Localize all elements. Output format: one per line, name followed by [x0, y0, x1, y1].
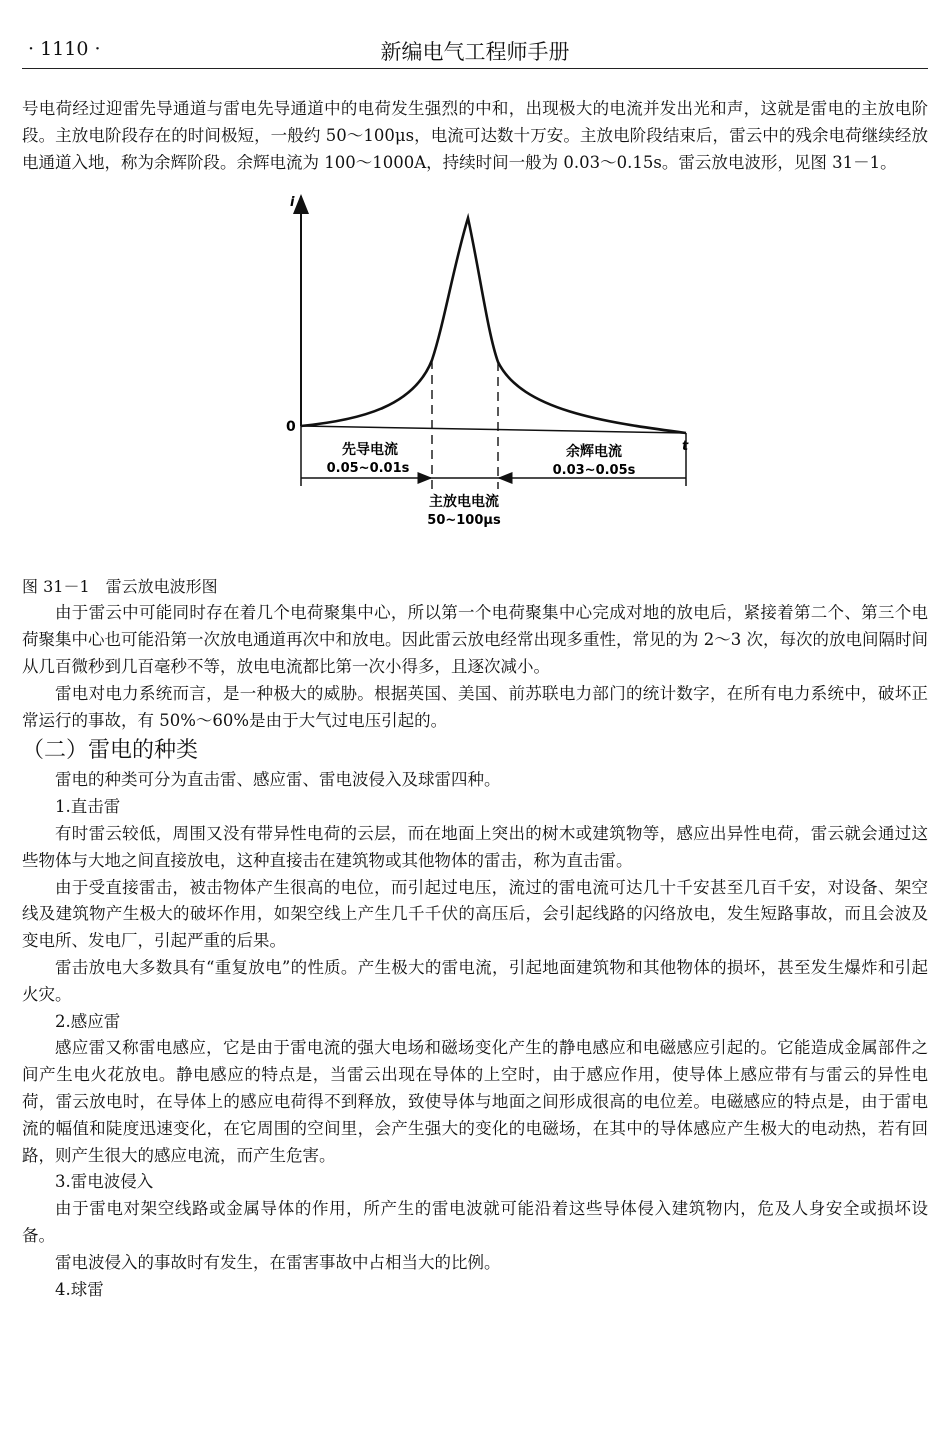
paragraph: 雷电波侵入的事故时有发生，在雷害事故中占相当大的比例。: [55, 1252, 501, 1272]
left-phase-name: 先导电流: [342, 442, 398, 459]
page-body: [22, 96, 928, 1303]
waveform-diagram: [22, 184, 928, 574]
paragraph: 号电荷经过迎雷先导通道与雷电先导通道中的电荷发生强烈的中和，出现极大的电流并发出光和声，这就是雷电的主放电阶段。主放电阶段存在的时间极短，一般约 50～100μs，电流可达数十万安。主放电阶段结束后，雷云中的残余电荷继续经放电通道入地，称为余辉阶段。余辉电流为 100～1000A，持续时间一般为 0.03～0.15s。雷云放电波形，见图 31－1。: [22, 99, 928, 172]
right-phase-name: 余辉电流: [566, 444, 622, 461]
subsection-title: 3.雷电波侵入: [55, 1172, 154, 1192]
middle-phase-name: 主放电电流: [429, 494, 499, 511]
paragraph: 由于雷电对架空线路或金属导体的作用，所产生的雷电波就可能沿着这些导体侵入建筑物内，危及人身安全或损坏设备。: [22, 1199, 928, 1245]
section-intro: 雷电的种类可分为直击雷、感应雷、雷电波侵入及球雷四种。: [55, 770, 501, 790]
paragraph: 雷电对电力系统而言，是一种极大的威胁。根据英国、美国、前苏联电力部门的统计数字，在所有电力系统中，破坏正常运行的事故，有 50%～60%是由于大气过电压引起的。: [22, 683, 928, 730]
x-axis-label: t: [682, 439, 689, 455]
y-axis-label: i: [290, 195, 295, 211]
right-phase-range: 0.03~0.05s: [552, 463, 636, 479]
figure-caption: 图 31－1 雷云放电波形图: [22, 577, 218, 597]
middle-phase-range: 50~100μs: [427, 513, 501, 529]
subsection-title: 1.直击雷: [55, 797, 121, 817]
waveform-figure: [22, 184, 928, 574]
paragraph: 由于雷云中可能同时存在着几个电荷聚集中心，所以第一个电荷聚集中心完成对地的放电后，紧接着第二个、第三个电荷聚集中心也可能沿第一次放电通道再次中和放电。因此雷云放电经常出现多重性，常见的为 2～3 次，每次的放电间隔时间从几百微秒到几百毫秒不等，放电电流都比第一次小得多，且逐次减小。: [22, 603, 928, 676]
paragraph: 感应雷又称雷电感应，它是由于雷电流的强大电场和磁场变化产生的静电感应和电磁感应引起的。它能造成金属部件之间产生电火花放电。静电感应的特点是，当雷云出现在导体的上空时，由于感应作用，使导体上感应带有与雷云的异性电荷，雷云放电时，在导体上的感应电荷得不到释放，致使导体与地面之间形成很高的电位差。电磁感应的特点是，由于雷电流的幅值和陡度迅速变化，在它周围的空间里，会产生强大的变化的电磁场，在其中的导体感应产生极大的电动热，若有回路，则产生很大的感应电流，而产生危害。: [22, 1038, 928, 1165]
page-header: [22, 30, 928, 69]
section-title: （二）雷电的种类: [22, 738, 199, 764]
subsection-title: 2.感应雷: [55, 1011, 121, 1031]
x-axis: [301, 426, 686, 433]
paragraph: 有时雷云较低，周围又没有带异性电荷的云层，而在地面上突出的树木或建筑物等，感应出异性电荷，雷云就会通过这些物体与大地之间直接放电，这种直接击在建筑物或其他物体的雷击，称为直击雷。: [22, 823, 928, 870]
left-phase-range: 0.05~0.01s: [326, 461, 410, 477]
page-number: · 1110 ·: [28, 38, 101, 60]
subsection-title: 4.球雷: [55, 1279, 104, 1299]
origin-label: 0: [286, 419, 296, 436]
paragraph: 由于受直接雷击，被击物体产生很高的电位，而引起过电压，流过的雷电流可达几十千安甚至几百千安，对设备、架空线及建筑物产生极大的破坏作用，如架空线上产生几千千伏的高压后，会引起线路的闪络放电，发生短路事故，而且会波及变电所、发电厂，引起严重的后果。: [22, 877, 928, 951]
book-title: 新编电气工程师手册: [380, 40, 570, 64]
paragraph: 雷击放电大多数具有“重复放电”的性质。产生极大的雷电流，引起地面建筑物和其他物体的损坏，甚至发生爆炸和引起火灾。: [22, 957, 928, 1004]
waveform-curve: [301, 218, 686, 433]
